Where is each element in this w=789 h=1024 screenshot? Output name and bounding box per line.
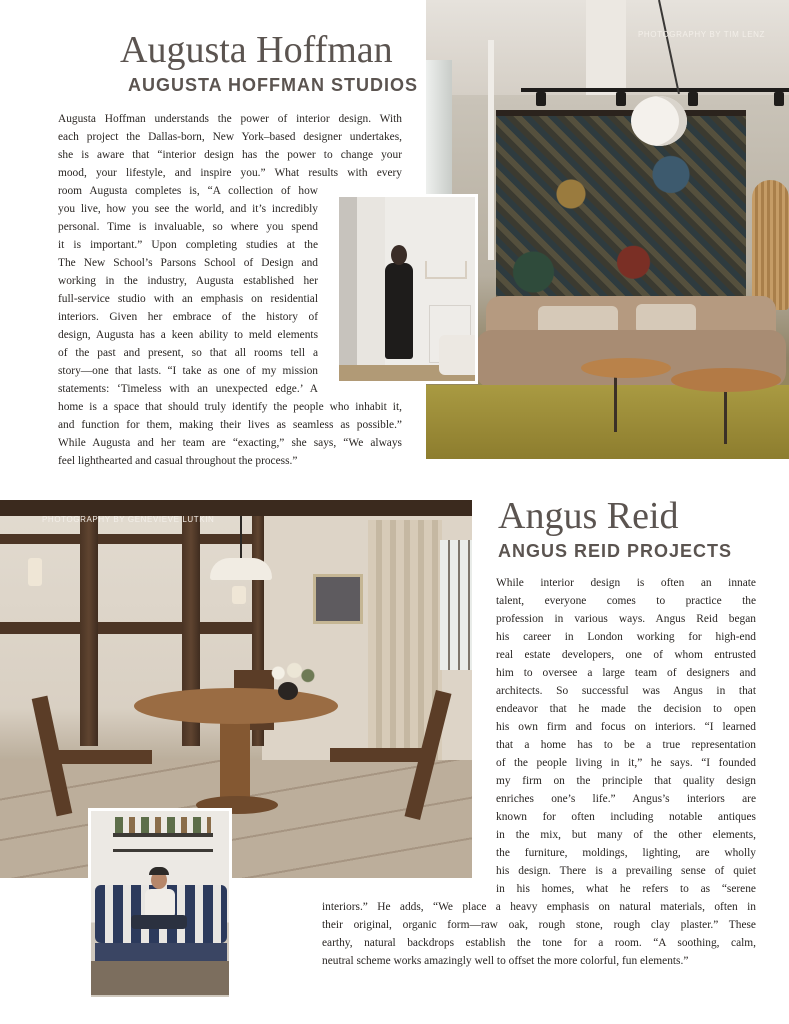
bio-line: his design. There is a prevailing sense of quiet: [496, 865, 756, 877]
bio-line: enriches one’s life.” Angus’s interiors are: [496, 793, 756, 805]
bio-line: of the past and present, so that all rooms tell a: [58, 347, 318, 359]
chair-seat: [330, 748, 426, 762]
wall-shelf: [113, 833, 213, 837]
bench: [91, 961, 229, 995]
sofa-base: [95, 943, 227, 961]
bio-line: in his homes, what he refers to as “serene: [496, 883, 756, 895]
wall-sconce-icon: [28, 558, 42, 586]
bio-line: their original, organic form—raw oak, rough stone, rough clay plaster.” These: [322, 919, 756, 931]
wall-shelf: [425, 261, 467, 279]
bio-line: mood, your lifestyle, and inspire you.” What results with every: [58, 167, 402, 179]
wall-shelf: [113, 849, 213, 852]
person-head: [391, 245, 407, 265]
bio-line: his own firm and focus on interiors. “I learned: [496, 721, 756, 733]
bio-line: neutral scheme works amazingly well to offset the more colorful, fun elements.”: [322, 955, 689, 967]
spotlight-icon: [536, 92, 546, 106]
ceiling-beam: [586, 0, 626, 95]
bio-line: personal. Time is invaluable, so where you spend: [58, 221, 318, 233]
bio-line: The New School’s Parsons School of Design and: [58, 257, 318, 269]
floor-lamp: [752, 180, 789, 310]
bio-line: talent, everyone comes to practice the: [496, 595, 756, 607]
bio-line: Augusta Hoffman understands the power of interior design. With: [58, 113, 402, 125]
bio-line: While Augusta and her team are “exacting,” she says, “We always: [58, 437, 402, 449]
tapestry: [496, 110, 746, 311]
bio-line: the furniture, moldings, lighting, are wholly: [496, 847, 756, 859]
bio-line: she is aware that “interior design has the power to change your: [58, 149, 402, 161]
person-legs: [131, 915, 187, 929]
leaded-window: [440, 540, 472, 670]
spotlight-icon: [688, 92, 698, 106]
augusta-portrait-photo: [336, 194, 478, 384]
bio-line: endeavor that he made the decision to open: [496, 703, 756, 715]
wall-art: [313, 574, 363, 624]
bio-line: known for often including notable antiques: [496, 811, 756, 823]
bio-line: While interior design is often an innate: [496, 577, 756, 589]
bio-line: feel lighthearted and casual throughout the process.”: [58, 455, 298, 467]
bio-line: design, Augusta has a keen ability to meld elements: [58, 329, 318, 341]
wall-sconce-icon: [232, 586, 246, 604]
bio-line: profession in various ways. Angus Reid began: [496, 613, 756, 625]
pipe: [488, 40, 494, 260]
bio-line: interiors.” He adds, “We place a heavy emphasis on natural materials, often in: [322, 901, 756, 913]
bio-line: room Augusta completes is, “A collection of how: [58, 185, 318, 197]
bio-line: interiors. Given her embrace of the history of: [58, 311, 318, 323]
bio-line: him to oversee a large team of designers and: [496, 667, 756, 679]
bio-line: it is important.” Upon completing studies at the: [58, 239, 318, 251]
vase: [278, 682, 298, 700]
timber-post: [80, 516, 98, 746]
bio-line: working in the industry, Augusta established her: [58, 275, 318, 287]
dining-room-photo: [0, 500, 472, 878]
lamp-cord: [240, 516, 242, 560]
spotlight-icon: [774, 92, 784, 106]
living-room-photo: [426, 0, 789, 459]
photo-credit-top: PHOTOGRAPHY BY TIM LENZ: [637, 30, 765, 39]
window: [426, 60, 452, 200]
bio-line: in the mix, but many of the other elements,: [496, 829, 756, 841]
bio-line: statements: ‘Timeless with an unexpected edge.’ A: [58, 383, 318, 395]
timber-beam: [0, 622, 262, 634]
bio-line: real estate developers, one of whom entrusted: [496, 649, 756, 661]
bio-line: you live, how you see the world, and it’s incredibly: [58, 203, 318, 215]
bio-line: full-service studio with an emphasis on residential: [58, 293, 318, 305]
bio-line: of the people living in it,” he says. “I founded: [496, 757, 756, 769]
timber-beam: [0, 534, 262, 544]
bio-line: story—one that lasts. “I take as one of my mission: [58, 365, 318, 377]
chair: [439, 335, 478, 375]
designer-name-augusta: Augusta Hoffman: [120, 29, 393, 71]
pendant-lamp: [210, 558, 272, 580]
bio-line: earthy, natural backdrops establish the tone for a room. “A soothing, calm,: [322, 937, 756, 949]
bio-line: architects. So successful was Angus in that: [496, 685, 756, 697]
bio-line: my firm on the principle that quality design: [496, 775, 756, 787]
table-leg: [724, 384, 727, 444]
bio-line: that a home has to be a true representation: [496, 739, 756, 751]
photo-credit-bottom: PHOTOGRAPHY BY GENEVIEVE LUTKIN: [42, 515, 215, 524]
bio-line: his career in London working for high-end: [496, 631, 756, 643]
track-light-rail: [521, 88, 789, 92]
bio-line: each project the Dallas-born, New York–based designer undertakes,: [58, 131, 402, 143]
spotlight-icon: [616, 92, 626, 106]
person-cap: [149, 867, 169, 875]
rug: [426, 385, 789, 459]
ceiling-beam: [0, 500, 472, 516]
designer-name-angus: Angus Reid: [498, 495, 679, 537]
bio-line: and function for them, making their lives as seamless as possible.”: [58, 419, 402, 431]
table-leg: [614, 372, 617, 432]
person-figure: [385, 263, 413, 359]
pendant-lamp: [631, 96, 687, 146]
dining-table: [134, 688, 338, 724]
coffee-table: [671, 368, 781, 392]
bio-line: home is a space that should truly identify the people who inhabit it,: [58, 401, 402, 413]
chair-seat: [56, 750, 152, 764]
studio-name-augusta: AUGUSTA HOFFMAN STUDIOS: [128, 75, 418, 95]
angus-portrait-photo: [88, 808, 232, 1000]
table-pedestal: [220, 714, 250, 806]
studio-name-angus: ANGUS REID PROJECTS: [498, 541, 733, 561]
coffee-table: [581, 358, 671, 378]
